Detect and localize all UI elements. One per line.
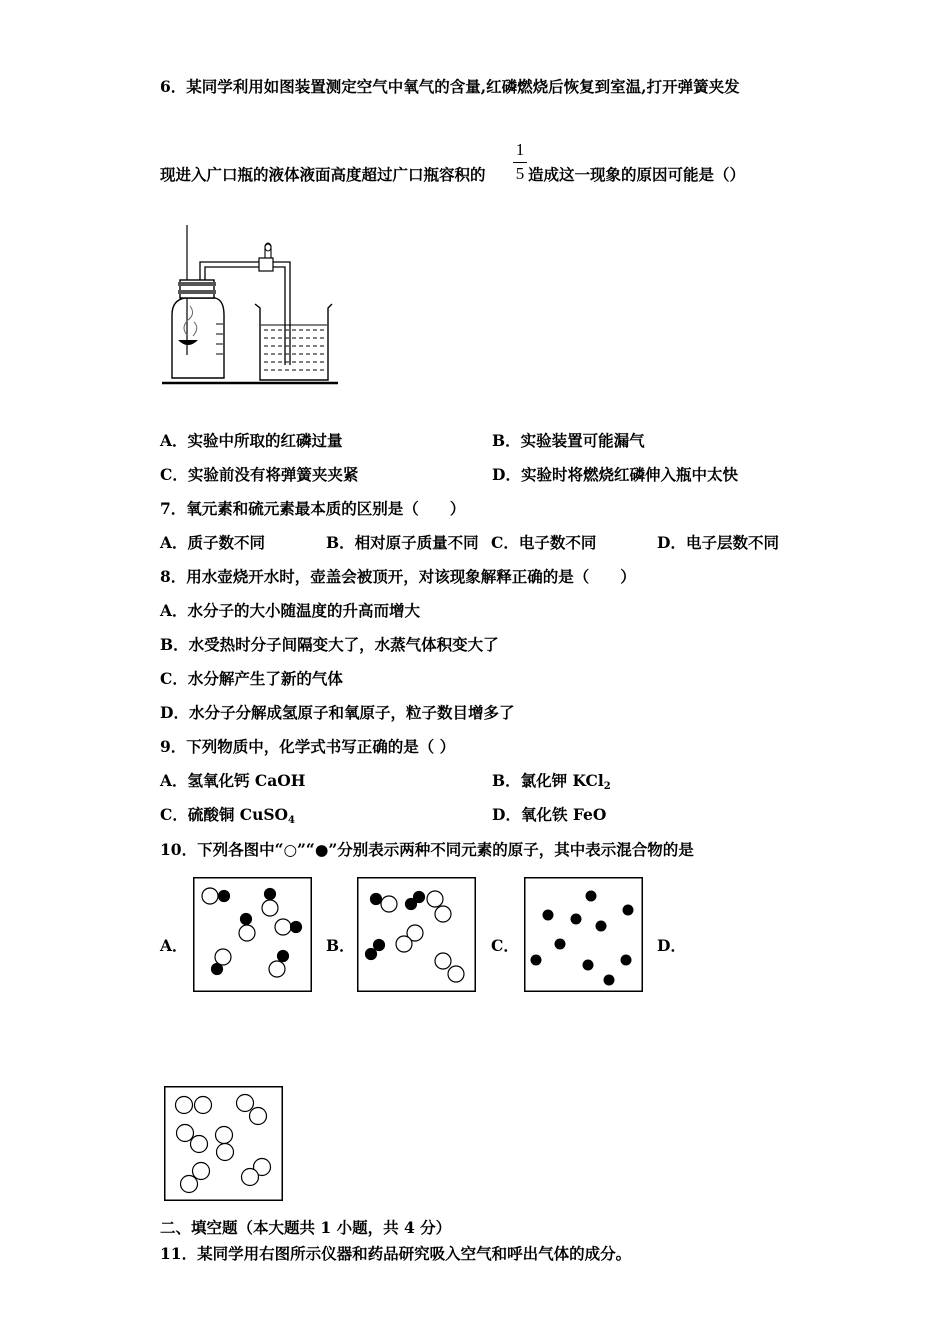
q8-stem: 8．用水壶烧开水时，壶盖会被顶开，对该现象解释正确的是（ ） (160, 567, 636, 586)
q11-stem: 11．某同学用右图所示仪器和药品研究吸入空气和呼出气体的成分。 (160, 1244, 632, 1263)
q6-option-a: A．实验中所取的红磷过量 (160, 431, 343, 450)
q6-stem-line2-a: 现进入广口瓶的液体液面高度超过广口瓶容积的 (160, 165, 486, 184)
q7-option-a: A．质子数不同 (160, 533, 266, 552)
q10-label-c: C． (491, 936, 519, 955)
q8-option-b: B．水受热时分子间隔变大了，水蒸气体积变大了 (160, 635, 499, 654)
section2-heading: 二、填空题（本大题共 1 小题，共 4 分） (160, 1218, 452, 1237)
q6-option-c: C．实验前没有将弹簧夹夹紧 (160, 465, 359, 484)
q9-option-b: B．氯化钾 KCl$_2$ (492, 771, 611, 792)
q10-diagram-c (524, 877, 643, 992)
q6-fraction-bar (513, 162, 527, 163)
q6-option-d: D．实验时将燃烧红磷伸入瓶中太快 (492, 465, 738, 484)
q8-option-c: C．水分解产生了新的气体 (160, 669, 343, 688)
q10-label-b: B． (326, 936, 355, 955)
q6-stem-line2-b: 造成这一现象的原因可能是（） (528, 165, 746, 184)
q8-option-d: D．水分子分解成氢原子和氧原子，粒子数目增多了 (160, 703, 515, 722)
q10-diagram-d (164, 1086, 283, 1201)
q10-diagram-a (193, 877, 312, 992)
q7-option-d: D．电子层数不同 (657, 533, 779, 552)
q8-option-a: A．水分子的大小随温度的升高而增大 (160, 601, 421, 620)
q6-stem-line1: 6．某同学利用如图装置测定空气中氧气的含量,红磷燃烧后恢复到室温,打开弹簧夹发 (160, 77, 740, 96)
q7-option-c: C．电子数不同 (491, 533, 597, 552)
q6-fraction-numerator: 1 (515, 140, 525, 159)
q10-label-a: A． (160, 936, 188, 955)
q6-apparatus-figure (160, 220, 345, 390)
q6-option-b: B．实验装置可能漏气 (492, 431, 645, 450)
q7-stem: 7．氧元素和硫元素最本质的区别是（ ） (160, 499, 466, 518)
q10-stem: 10．下列各图中“○”“●”分别表示两种不同元素的原子，其中表示混合物的是 (160, 840, 694, 859)
q9-stem: 9．下列物质中，化学式书写正确的是（ ） (160, 737, 456, 756)
q10-label-d: D． (657, 936, 686, 955)
q10-diagram-b (357, 877, 476, 992)
q9-option-d: D．氧化铁 FeO (492, 805, 607, 824)
q7-option-b: B．相对原子质量不同 (326, 533, 479, 552)
q9-option-a: A．氢氧化钙 CaOH (160, 771, 306, 790)
q6-fraction-denominator: 5 (515, 164, 525, 183)
q9-option-c: C．硫酸铜 CuSO$_4$ (160, 805, 296, 826)
